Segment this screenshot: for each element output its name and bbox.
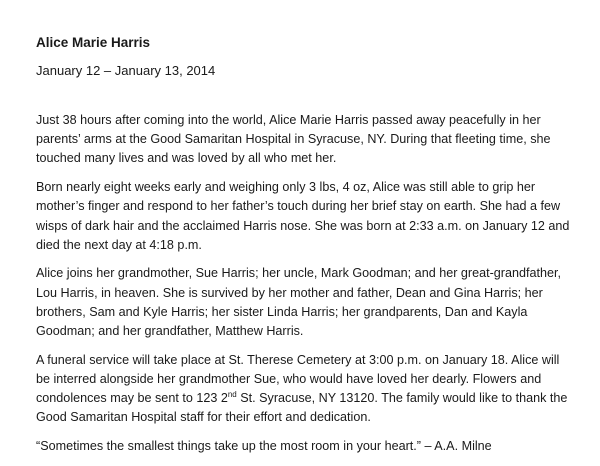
ordinal-suffix: nd	[227, 389, 237, 399]
deceased-name: Alice Marie Harris	[36, 35, 151, 50]
paragraph-funeral	[36, 351, 576, 428]
paragraph-family: Alice joins her grandmother, Sue Harris; her uncle, Mark Goodman; and her great-grandfather, Lou Harris, in heaven. She is survived by her mother and father, Dean and Gina Harris; her brothers, Sam and Kyle Harris; her sister Linda Harris; her grandparents, Dan and Kayla Goodman; and her grandfather, Matthew Harris.	[36, 266, 562, 339]
obituary-body	[36, 111, 576, 456]
closing-quote: “Sometimes the smallest things take up the most room in your heart.” – A.A. Milne	[36, 439, 492, 454]
life-dates: January 12 – January 13, 2014	[36, 63, 216, 78]
funeral-text-end: St. Syracuse, NY 13120. The family would like to thank the Good Samaritan Hospital staff for their effort and dedication.	[36, 391, 568, 425]
paragraph-passing: Just 38 hours after coming into the world, Alice Marie Harris passed away peacefully in her parents’ arms at the Good Samaritan Hospital in Syracuse, NY. During that fleeting time, she touched many lives and was loved by all who met her.	[36, 113, 551, 166]
funeral-text-start: A funeral service will take place at St. Therese Cemetery at 3:00 p.m. on January 18. Alice will be interred alongside her grandmother Sue, who would have loved her dearly. Flowers and condolences may be sent to 123 2	[36, 352, 560, 406]
paragraph-birth: Born nearly eight weeks early and weighing only 3 lbs, 4 oz, Alice was still able to grip her mother’s finger and respond to her father’s touch during her brief stay on earth. She had a few wisps of dark hair and the acclaimed Harris nose. She was born at 2:33 a.m. on January 12 and died the next day at 4:18 p.m.	[36, 180, 570, 252]
obituary-document	[36, 34, 576, 466]
